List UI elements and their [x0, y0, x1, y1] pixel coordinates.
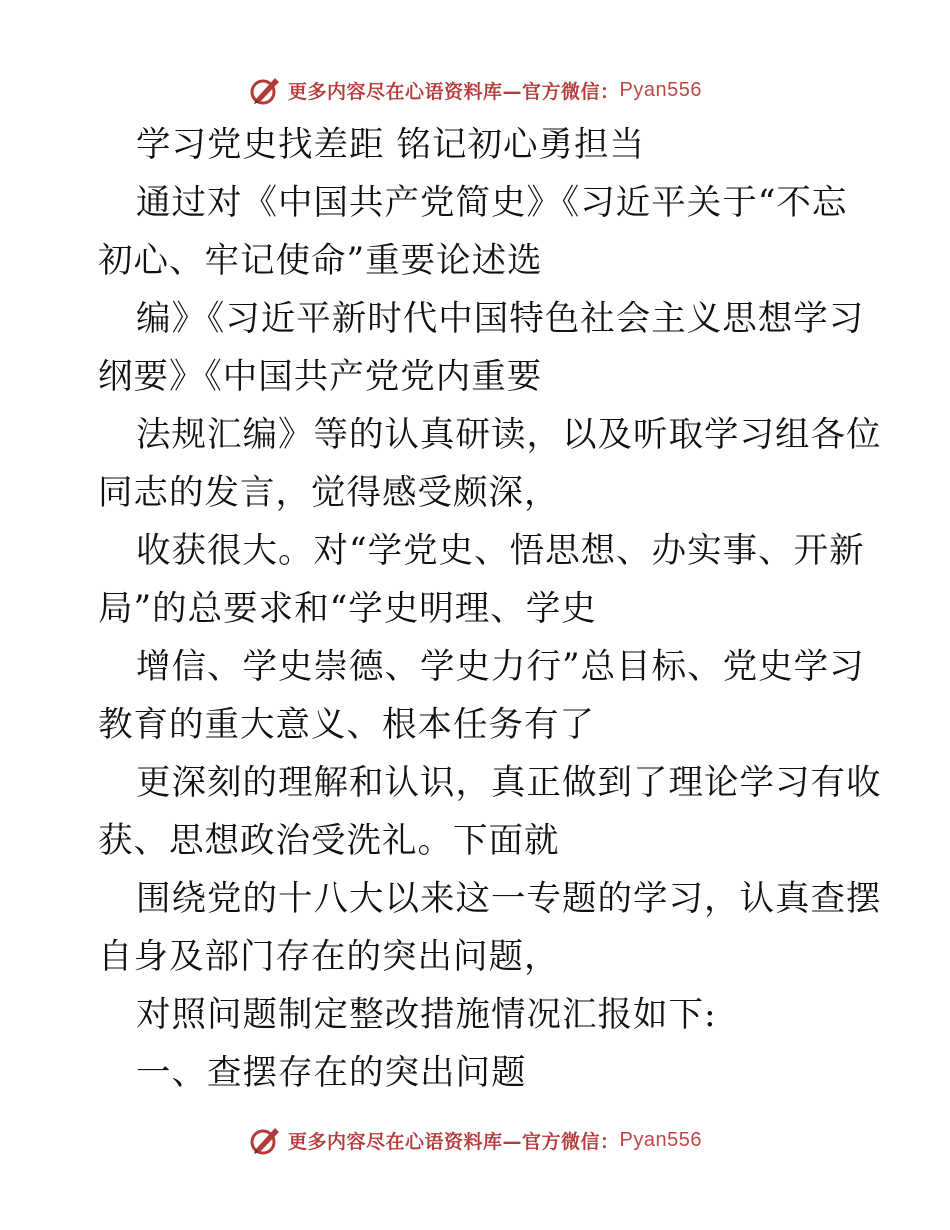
paragraph-line: 纲要》《中国共产党党内重要	[98, 357, 543, 397]
paragraph-line: 围绕党的十八大以来这一专题的学习，认真查摆	[136, 879, 882, 919]
paragraph-line: 编》《习近平新时代中国特色社会主义思想学习	[136, 299, 865, 339]
watermark-wechat-id: Pyan556	[619, 78, 702, 101]
document-title: 学习党史找差距 铭记初心勇担当	[136, 125, 645, 165]
paragraph-line: 对照问题制定整改措施情况汇报如下:	[136, 995, 717, 1035]
section-heading: 一、查摆存在的突出问题	[136, 1053, 527, 1093]
paragraph-line: 初心、牢记使命”重要论述选	[98, 241, 543, 281]
paragraph-line: 更深刻的理解和认识，真正做到了理论学习有收	[136, 763, 882, 803]
paragraph-line: 同志的发言，觉得感受颇深，	[98, 473, 560, 513]
footer-watermark	[0, 1120, 950, 1160]
header-watermark	[0, 70, 950, 110]
paragraph-line: 收获很大。对“学党史、悟思想、办实事、开新	[136, 531, 865, 571]
pen-logo-icon	[248, 73, 282, 107]
paragraph-line: 通过对《中国共产党简史》《习近平关于“不忘	[136, 183, 848, 223]
watermark-text: 更多内容尽在心语资料库—官方微信：	[288, 80, 620, 103]
paragraph-line: 获、思想政治受洗礼。下面就	[98, 821, 560, 861]
paragraph-line: 法规汇编》等的认真研读，以及听取学习组各位	[136, 415, 882, 455]
pen-logo-icon	[248, 1123, 282, 1157]
paragraph-line: 局”的总要求和“学史明理、学史	[98, 589, 597, 629]
paragraph-line: 增信、学史崇德、学史力行”总目标、党史学习	[136, 647, 865, 687]
paragraph-line: 教育的重大意义、根本任务有了	[98, 705, 595, 745]
watermark-wechat-id: Pyan556	[619, 1128, 702, 1151]
paragraph-line: 自身及部门存在的突出问题，	[98, 937, 560, 977]
watermark-text: 更多内容尽在心语资料库—官方微信：	[288, 1130, 620, 1153]
